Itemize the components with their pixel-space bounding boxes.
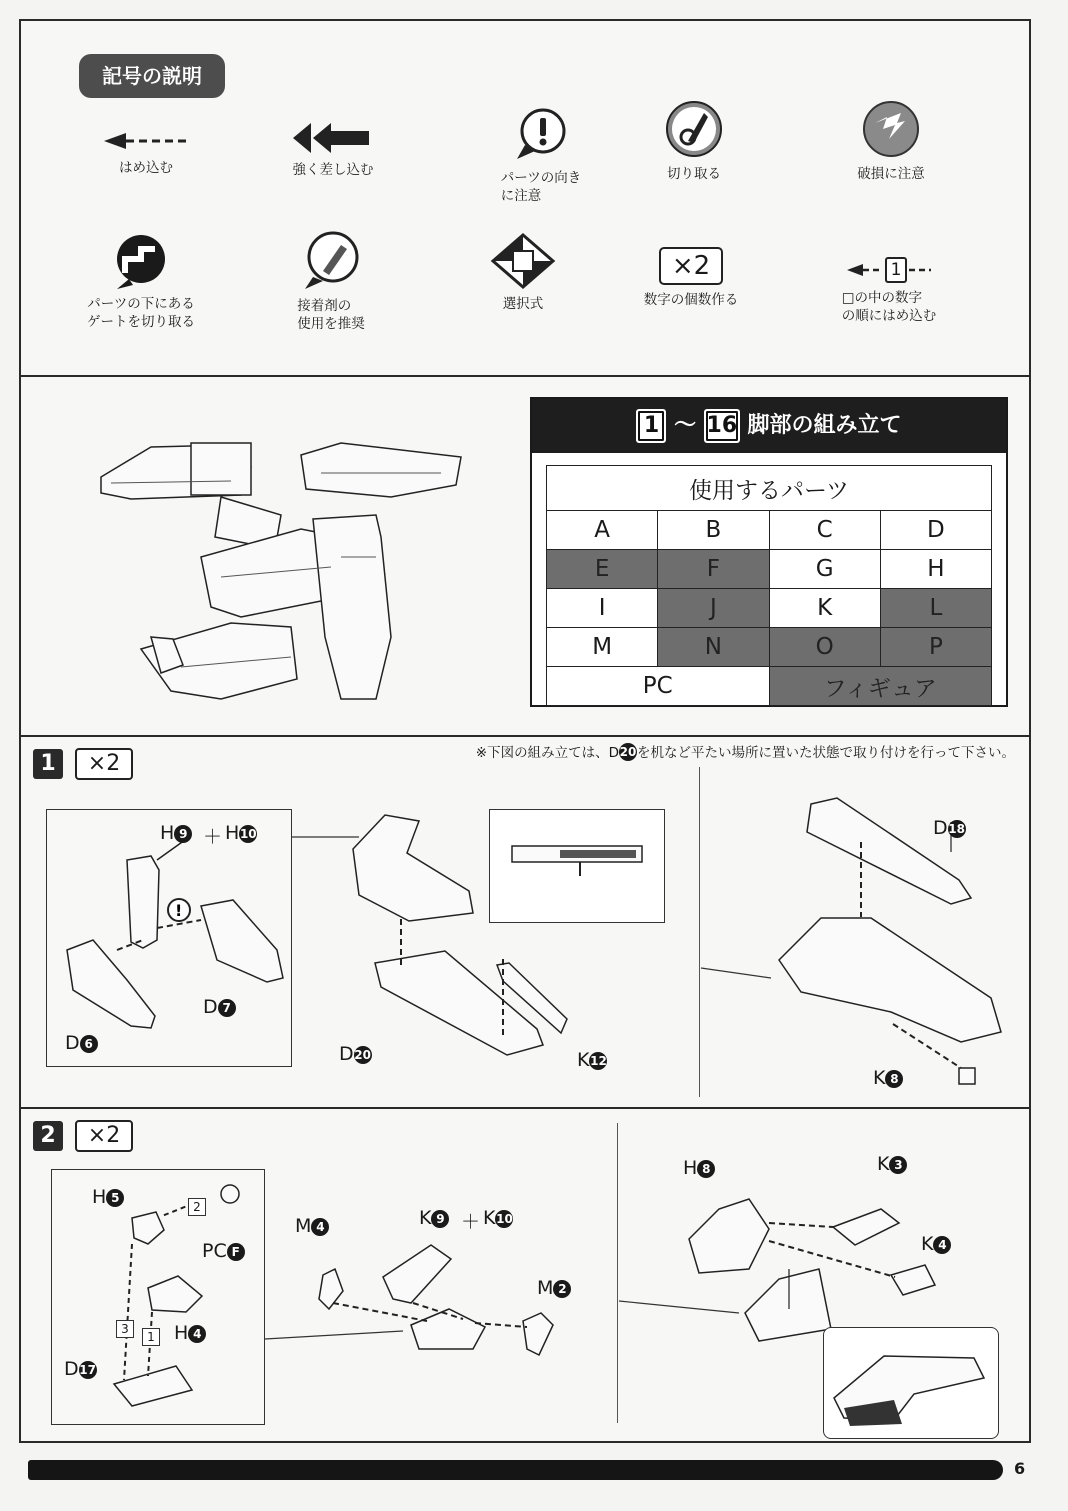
step-number: 1 xyxy=(33,749,63,779)
symbol-legend-section xyxy=(19,19,1031,375)
step-range-end: 16 xyxy=(704,409,740,443)
step-divider xyxy=(699,767,700,1097)
order-box: 2 xyxy=(188,1198,206,1216)
legend-label: 切り取る xyxy=(667,166,721,182)
step-note: ※下図の組み立ては、D20を机など平たい場所に置いた状態で取り付けを行って下さい。 xyxy=(475,745,1015,761)
legend-item-fragile xyxy=(811,99,971,183)
parts-cell: G xyxy=(769,550,880,589)
footer-bar xyxy=(28,1460,1003,1480)
part-label-h5: H 5 xyxy=(92,1186,124,1208)
part-label-d18: D18 xyxy=(933,817,965,839)
legend-item-orientation xyxy=(461,107,621,205)
part-label-h9: H 9 xyxy=(160,822,192,844)
legend-label: 接着剤の 使用を推奨 xyxy=(297,298,365,332)
detail-box-hinge xyxy=(46,809,292,1067)
part-label-k12: K12 xyxy=(577,1049,607,1071)
parts-cell: N xyxy=(658,628,769,667)
order-arrow-icon: 1 xyxy=(809,257,969,283)
plus-sign: ＋ xyxy=(461,1211,481,1233)
part-label-d20: D20 xyxy=(339,1043,371,1065)
parts-cell: M xyxy=(547,628,658,667)
part-label-m4: M 4 xyxy=(295,1215,329,1237)
part-label-d17: D17 xyxy=(64,1358,96,1380)
part-label-h8: H 8 xyxy=(683,1157,715,1179)
page-number: 6 xyxy=(1014,1459,1026,1478)
legend-title: 記号の説明 xyxy=(79,54,225,98)
parts-cell: K xyxy=(769,589,880,628)
part-label-h4: H 4 xyxy=(174,1322,206,1344)
double-arrow-icon xyxy=(283,121,383,155)
glue-brush-icon xyxy=(301,231,361,291)
part-label-k4: K 4 xyxy=(921,1233,951,1255)
order-box: 1 xyxy=(142,1328,160,1346)
parts-cell: C xyxy=(769,511,880,550)
detail-box-hip-joint xyxy=(51,1169,265,1425)
gate-cut-icon xyxy=(111,233,171,289)
part-label-m2: M 2 xyxy=(537,1277,571,1299)
part-label-d6: D 6 xyxy=(65,1032,98,1054)
step-divider xyxy=(617,1123,618,1423)
parts-row xyxy=(547,550,992,589)
legend-item-push-hard xyxy=(253,121,413,179)
parts-row xyxy=(547,511,992,550)
legend-label: はめ込む xyxy=(119,160,173,176)
legend-label: パーツの下にある ゲートを切り取る xyxy=(87,296,195,330)
legend-item-cut xyxy=(614,99,774,183)
option-diamond-icon xyxy=(483,233,563,289)
parts-table xyxy=(546,465,992,706)
exclamation-icon xyxy=(511,107,571,163)
break-warning-icon xyxy=(861,99,921,159)
part-label-pcf: PC F xyxy=(202,1240,245,1262)
parts-table-header: 使用するパーツ xyxy=(547,466,992,511)
part-label-k9: K 9 xyxy=(419,1207,449,1229)
legend-item-order xyxy=(809,257,969,325)
step-range-tilde: ～ xyxy=(674,413,697,438)
parts-cell: H xyxy=(880,550,991,589)
legend-label: 破損に注意 xyxy=(857,166,925,182)
step-multiplier: ×2 xyxy=(75,748,133,780)
parts-cell: L xyxy=(880,589,991,628)
legend-label: 選択式 xyxy=(502,296,544,312)
detail-box-rail xyxy=(489,809,665,923)
parts-cell: B xyxy=(658,511,769,550)
step-1-result-illustration xyxy=(711,792,1011,1092)
parts-used-panel xyxy=(530,397,1008,707)
legend-label: 強く差し込む xyxy=(292,162,374,178)
parts-cell: フィギュア xyxy=(769,667,992,706)
parts-cell: A xyxy=(547,511,658,550)
part-label-d7: D 7 xyxy=(203,996,236,1018)
legend-item-make-multiple xyxy=(611,247,771,309)
cutter-icon xyxy=(664,99,724,159)
legend-label: パーツの向き に注意 xyxy=(500,170,582,204)
legend-label: 数字の個数作る xyxy=(643,292,739,308)
parts-row xyxy=(547,589,992,628)
legend-item-glue xyxy=(251,231,411,333)
step-multiplier: ×2 xyxy=(75,1120,133,1152)
parts-cell: O xyxy=(769,628,880,667)
parts-cell: E xyxy=(547,550,658,589)
assembly-title: 脚部の組み立て xyxy=(747,413,902,438)
parts-panel-title xyxy=(532,399,1006,453)
legend-item-option xyxy=(443,233,603,313)
legend-item-fit xyxy=(66,129,226,177)
parts-cell: J xyxy=(658,589,769,628)
step-number: 2 xyxy=(33,1121,63,1151)
part-label-k3: K 3 xyxy=(877,1153,907,1175)
part-label-k8: K 8 xyxy=(873,1067,903,1089)
part-label-k10: K10 xyxy=(483,1207,513,1229)
legend-label: □の中の数字 の順にはめ込む xyxy=(841,290,937,324)
step-2-section xyxy=(19,1107,1031,1443)
leg-assembly-illustration xyxy=(91,437,471,707)
parts-cell: F xyxy=(658,550,769,589)
dashed-arrow-icon xyxy=(96,129,196,153)
parts-cell: I xyxy=(547,589,658,628)
part-label-h10: H10 xyxy=(225,822,257,844)
svg-text:!: ! xyxy=(175,901,183,920)
step-range-start: 1 xyxy=(636,409,666,443)
plus-sign: ＋ xyxy=(203,826,223,848)
parts-cell: D xyxy=(880,511,991,550)
parts-row xyxy=(547,628,992,667)
parts-row xyxy=(547,667,992,706)
parts-cell: P xyxy=(880,628,991,667)
step-1-section xyxy=(19,735,1031,1107)
x2-box-icon: ×2 xyxy=(659,247,723,285)
parts-section xyxy=(19,375,1031,735)
detail-box-result xyxy=(823,1327,999,1439)
parts-cell: PC xyxy=(547,667,770,706)
order-box: 3 xyxy=(116,1320,134,1338)
legend-item-gate-cut xyxy=(61,233,221,331)
